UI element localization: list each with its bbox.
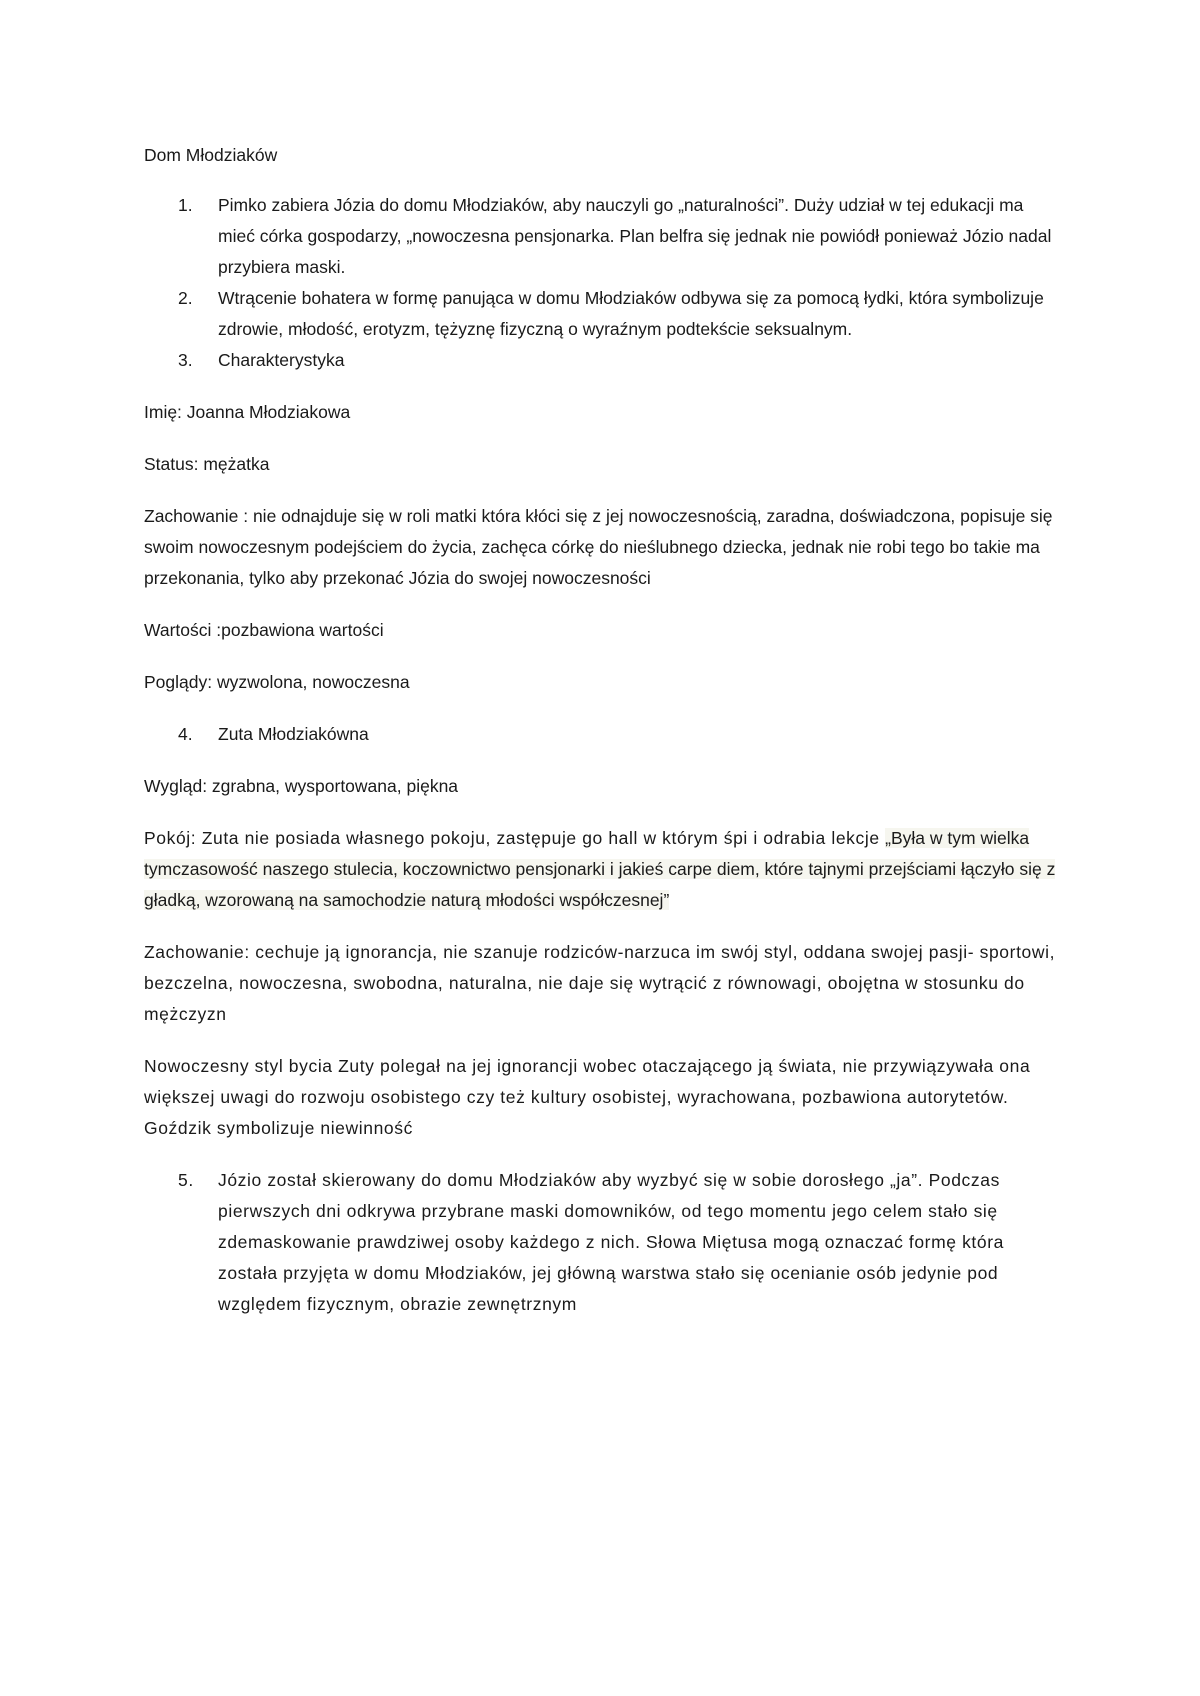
list-item-text: Pimko zabiera Józia do domu Młodziaków, aby nauczyli go „naturalności”. Duży udział w tej edukacji ma mieć córka gospodarzy, „nowoczesna pensjonarka. Plan belfra się jednak nie powiódł ponieważ Józio nadal przybiera maski. [218, 195, 1052, 277]
numbered-list-1 [144, 190, 1064, 376]
list-number: 2. [178, 288, 193, 308]
modern-style-paragraph: Nowoczesny styl bycia Zuty polegał na jej ignorancji wobec otaczającego ją świata, nie przywiązywała ona większej uwagi do rozwoju osobistego czy też kultury osobistej, wyrachowana, pozbawiona autorytetów. Goździk symbolizuje niewinność [144, 1056, 1031, 1138]
list-item [144, 190, 1064, 283]
behavior-paragraph-mother: Zachowanie : nie odnajduje się w roli matki która kłóci się z jej nowoczesnością, zaradna, doświadczona, popisuje się swoim nowoczesnym podejściem do życia, zachęca córkę do nieślubnego dziecka, jednak nie robi tego bo takie ma przekonania, tylko aby przekonać Józia do swojej nowoczesności [144, 506, 1053, 588]
values-line: Wartości :pozbawiona wartości [144, 620, 384, 640]
list-item [144, 719, 1064, 750]
list-number: 4. [178, 724, 193, 744]
list-number: 5. [178, 1170, 194, 1190]
list-item-text: Zuta Młodziakówna [218, 724, 369, 744]
room-paragraph [144, 823, 1064, 916]
name-line: Imię: Joanna Młodziakowa [144, 402, 351, 422]
room-lead-text: Pokój: Zuta nie posiada własnego pokoju, zastępuje go hall w którym śpi i odrabia lekcje [144, 828, 886, 848]
numbered-list-2 [144, 719, 1064, 750]
numbered-list-3 [144, 1165, 1064, 1320]
room-quote: „Była w tym wielka tymczasowość naszego stulecia, koczownictwo pensjonarki i jakieś carpe diem, które tajnymi przejściami łączyło się z gładką, wzorowaną na samochodzie naturą młodości współczesnej” [144, 828, 1056, 910]
list-item-text: Józio został skierowany do domu Młodziaków aby wyzbyć się w sobie dorosłego „ja”. Podczas pierwszych dni odkrywa przybrane maski domowników, od tego momentu jego celem stało się zdemaskowanie prawdziwej osoby każdego z nich. Słowa Miętusa mogą oznaczać formę która została przyjęta w domu Młodziaków, jej główną warstwa stało się ocenianie osób jedynie pod względem fizycznym, obrazie zewnętrznym [218, 1170, 1004, 1314]
appearance-line: Wygląd: zgrabna, wysportowana, piękna [144, 776, 459, 796]
document-title: Dom Młodziaków [144, 145, 278, 165]
document-page [144, 140, 1064, 1320]
list-item [144, 1165, 1064, 1320]
list-number: 3. [178, 350, 193, 370]
views-line: Poglądy: wyzwolona, nowoczesna [144, 672, 410, 692]
status-line: Status: mężatka [144, 454, 270, 474]
list-number: 1. [178, 195, 193, 215]
list-item [144, 283, 1064, 345]
list-item-text: Wtrącenie bohatera w formę panująca w domu Młodziaków odbywa się za pomocą łydki, która symbolizuje zdrowie, młodość, erotyzm, tężyznę fizyczną o wyraźnym podtekście seksualnym. [218, 288, 1044, 339]
list-item [144, 345, 1064, 376]
behavior-paragraph-zuta: Zachowanie: cechuje ją ignorancja, nie szanuje rodziców-narzuca im swój styl, oddana swojej pasji- sportowi, bezczelna, nowoczesna, swobodna, naturalna, nie daje się wytrącić z równowagi, obojętna w stosunku do mężczyzn [144, 942, 1056, 1024]
list-item-text: Charakterystyka [218, 350, 345, 370]
